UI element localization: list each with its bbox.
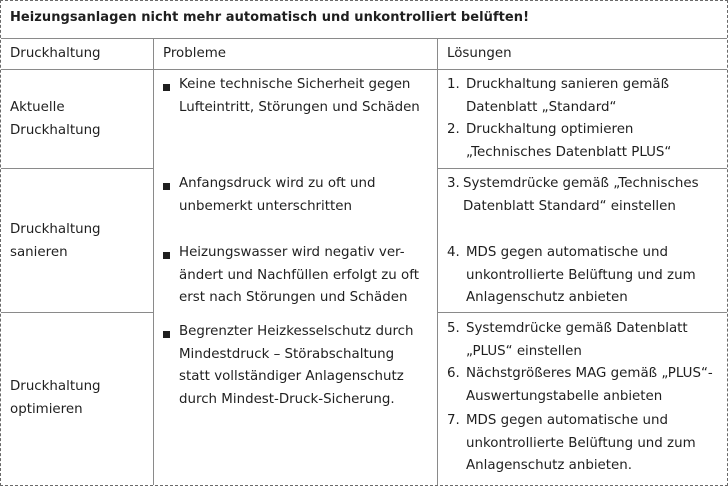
title-divider xyxy=(1,38,727,39)
row1-divider-left xyxy=(1,168,153,169)
problem-item: Begrenzter Heizkesselschutz durch Mindestdruck – Störabschaltung statt vollständiger Anlagenschutz durch Mindest-Druck-Sicherung. xyxy=(179,324,414,407)
row1-divider-right xyxy=(437,168,727,169)
solution-item: 3. Systemdrücke gemäß „Technisches Datenblatt Standard“ einstellen xyxy=(447,176,699,214)
row-label-optimieren: Druckhaltung optimieren xyxy=(10,379,101,417)
header-probleme: Probleme xyxy=(163,46,226,61)
row2-divider-left xyxy=(1,312,153,313)
problem-item: Keine technische Sicherheit gegen Lufteintritt, Störungen und Schäden xyxy=(179,77,420,115)
row-label-sanieren: Druckhaltung sanieren xyxy=(10,222,101,260)
row2-divider-right xyxy=(437,312,727,313)
col-divider-2 xyxy=(437,38,438,485)
bullet-square-icon xyxy=(163,331,170,338)
solution-item: 4. MDS gegen automatische und unkontrollierte Belüftung und zum Anlagenschutz anbieten xyxy=(447,245,696,305)
col-divider-1 xyxy=(153,38,154,485)
header-divider xyxy=(1,69,727,70)
solution-item: 7. MDS gegen automatische und unkontrollierte Belüftung und zum Anlagenschutz anbieten. xyxy=(447,413,696,473)
solution-item: 2. Druckhaltung optimieren „Technisches Datenblatt PLUS“ xyxy=(447,122,672,160)
solution-item: 6. Nächstgrößeres MAG gemäß „PLUS“- Auswertungstabelle anbieten xyxy=(447,366,713,404)
header-loesungen: Lösungen xyxy=(447,46,512,61)
header-druckhaltung: Druckhaltung xyxy=(10,46,101,61)
bullet-square-icon xyxy=(163,252,170,259)
row-label-aktuelle: Aktuelle Druckhaltung xyxy=(10,100,101,138)
bullet-square-icon xyxy=(163,84,170,91)
problem-item: Heizungswasser wird negativ ver- ändert und Nachfüllen erfolgt zu oft erst nach Störungen und Schäden xyxy=(179,245,419,305)
problem-item: Anfangsdruck wird zu oft und unbemerkt unterschritten xyxy=(179,176,376,214)
solution-item: 1. Druckhaltung sanieren gemäß Datenblatt „Standard“ xyxy=(447,77,670,115)
solution-item: 5. Systemdrücke gemäß Datenblatt „PLUS“ einstellen xyxy=(447,321,688,359)
bullet-square-icon xyxy=(163,183,170,190)
table-title: Heizungsanlagen nicht mehr automatisch und unkontrolliert belüften! xyxy=(10,10,530,25)
